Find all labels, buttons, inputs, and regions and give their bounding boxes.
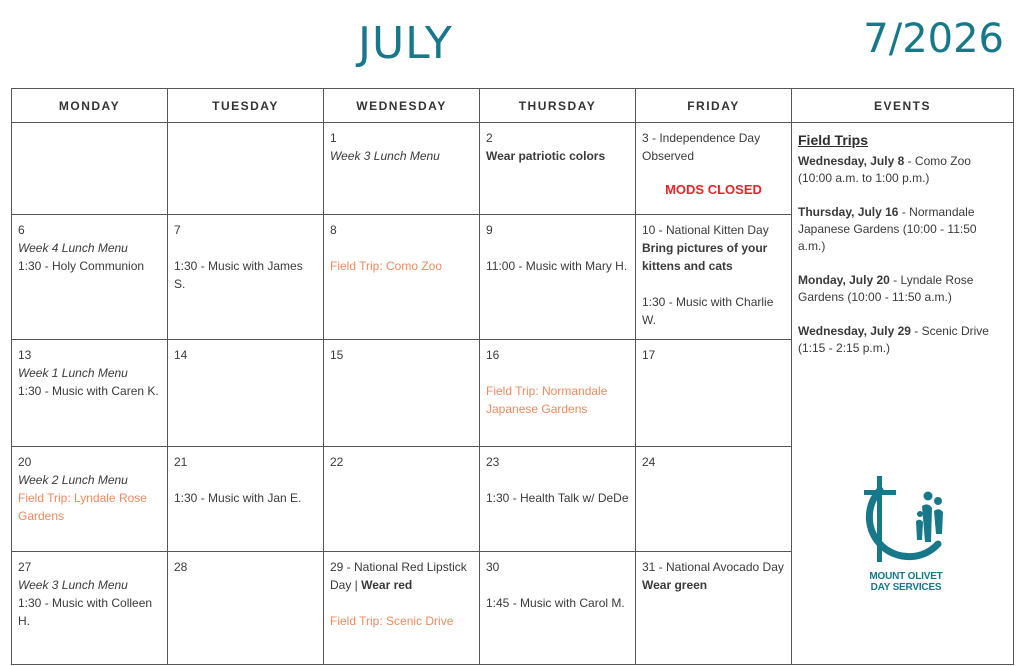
- dress-note: Wear patriotic colors: [486, 149, 606, 163]
- header-friday: FRIDAY: [636, 89, 792, 123]
- day-cell: [480, 552, 636, 665]
- day-observance: 3 - Independence Day Observed: [642, 131, 761, 163]
- day-cell: [324, 340, 480, 447]
- day-observance: 10 - National Kitten Day: [642, 223, 769, 237]
- day-cell: [324, 215, 480, 340]
- event-day: Wednesday, July 8: [798, 154, 905, 168]
- closed-notice: MODS CLOSED: [665, 182, 762, 197]
- cross-circle-icon: [858, 474, 954, 566]
- day-number: 20: [18, 455, 32, 469]
- day-number: 30: [486, 560, 500, 574]
- logo-line-1: MOUNT OLIVET: [869, 571, 943, 582]
- header-thursday: THURSDAY: [480, 89, 636, 123]
- event-desc: - Normandale Japanese Gardens (10:00 - 11:50 a.m.): [798, 205, 977, 253]
- day-number: 13: [18, 348, 32, 362]
- day-number: 2: [486, 131, 493, 145]
- day-event: 1:30 - Music with Jan E.: [174, 491, 302, 505]
- event-desc: - Como Zoo (10:00 a.m. to 1:00 p.m.): [798, 154, 971, 185]
- dress-note: Wear red: [361, 578, 413, 592]
- week-row: [12, 123, 1014, 215]
- header-monday: MONDAY: [12, 89, 168, 123]
- day-event: 1:30 - Music with Caren K.: [18, 384, 159, 398]
- day-cell: [324, 447, 480, 552]
- header-events: EVENTS: [792, 89, 1014, 123]
- day-cell: [324, 123, 480, 215]
- lunch-menu: Week 2 Lunch Menu: [18, 473, 128, 487]
- day-cell-empty: [12, 123, 168, 215]
- day-cell: [636, 340, 792, 447]
- day-cell: [12, 340, 168, 447]
- month-year: 7/2026: [863, 16, 1004, 62]
- dress-note: Wear green: [642, 578, 708, 592]
- day-cell: [636, 215, 792, 340]
- day-cell: [636, 123, 792, 215]
- header-wednesday: WEDNESDAY: [324, 89, 480, 123]
- day-number: 21: [174, 455, 188, 469]
- day-number: 17: [642, 348, 656, 362]
- day-cell: [636, 447, 792, 552]
- event-desc: - Scenic Drive (1:15 - 2:15 p.m.): [798, 324, 989, 355]
- day-event: 11:00 - Music with Mary H.: [486, 259, 628, 273]
- logo-line-2: DAY SERVICES: [870, 582, 942, 593]
- event-item: [798, 153, 1007, 187]
- day-event: 1:30 - Music with James S.: [174, 259, 303, 291]
- events-title: Field Trips: [798, 132, 869, 148]
- day-cell: [324, 552, 480, 665]
- day-cell: [12, 447, 168, 552]
- day-observance: 29 - National Red Lipstick Day |: [330, 560, 467, 592]
- day-cell: [12, 552, 168, 665]
- day-number: 15: [330, 348, 344, 362]
- day-number: 27: [18, 560, 32, 574]
- day-number: 1: [330, 131, 337, 145]
- day-cell: [480, 447, 636, 552]
- day-number: 24: [642, 455, 656, 469]
- lunch-menu: Week 1 Lunch Menu: [18, 366, 128, 380]
- day-cell: [168, 215, 324, 340]
- day-cell-empty: [168, 123, 324, 215]
- month-title: JULY: [358, 18, 453, 69]
- dress-note: Bring pictures of your kittens and cats: [642, 241, 768, 273]
- day-observance: 31 - National Avocado Day: [642, 560, 784, 574]
- day-cell: [168, 552, 324, 665]
- day-cell: [480, 215, 636, 340]
- day-event: 1:30 - Health Talk w/ DeDe: [486, 491, 629, 505]
- day-event: 1:30 - Music with Colleen H.: [18, 596, 153, 628]
- day-cell: [480, 123, 636, 215]
- day-cell: [480, 340, 636, 447]
- event-day: Wednesday, July 29: [798, 324, 911, 338]
- day-number: 16: [486, 348, 500, 362]
- day-cell: [636, 552, 792, 665]
- day-cell: [168, 447, 324, 552]
- lunch-menu: Week 3 Lunch Menu: [330, 149, 440, 163]
- day-cell: [168, 340, 324, 447]
- day-number: 23: [486, 455, 500, 469]
- header-tuesday: TUESDAY: [168, 89, 324, 123]
- day-event: 1:30 - Music with Charlie W.: [642, 295, 774, 327]
- event-item: [798, 204, 1007, 255]
- day-event: 1:30 - Holy Communion: [18, 259, 145, 273]
- event-day: Monday, July 20: [798, 273, 890, 287]
- day-number: 8: [330, 223, 337, 237]
- day-number: 14: [174, 348, 188, 362]
- day-number: 9: [486, 223, 493, 237]
- field-trip: Field Trip: Scenic Drive: [330, 614, 454, 628]
- event-desc: - Lyndale Rose Gardens (10:00 - 11:50 a.m.): [798, 273, 974, 304]
- lunch-menu: Week 3 Lunch Menu: [18, 578, 128, 592]
- weekday-header-row: [12, 89, 1014, 123]
- field-trip: Field Trip: Lyndale Rose Gardens: [18, 491, 147, 523]
- event-item: [798, 272, 1007, 306]
- day-number: 7: [174, 223, 181, 237]
- day-number: 6: [18, 223, 25, 237]
- lunch-menu: Week 4 Lunch Menu: [18, 241, 128, 255]
- day-number: 22: [330, 455, 344, 469]
- organization-logo: [858, 474, 954, 604]
- day-cell: [12, 215, 168, 340]
- field-trip: Field Trip: Normandale Japanese Gardens: [486, 384, 608, 416]
- event-item: [798, 323, 1007, 357]
- field-trip: Field Trip: Como Zoo: [330, 259, 443, 273]
- day-number: 28: [174, 560, 188, 574]
- event-day: Thursday, July 16: [798, 205, 899, 219]
- day-event: 1:45 - Music with Carol M.: [486, 596, 625, 610]
